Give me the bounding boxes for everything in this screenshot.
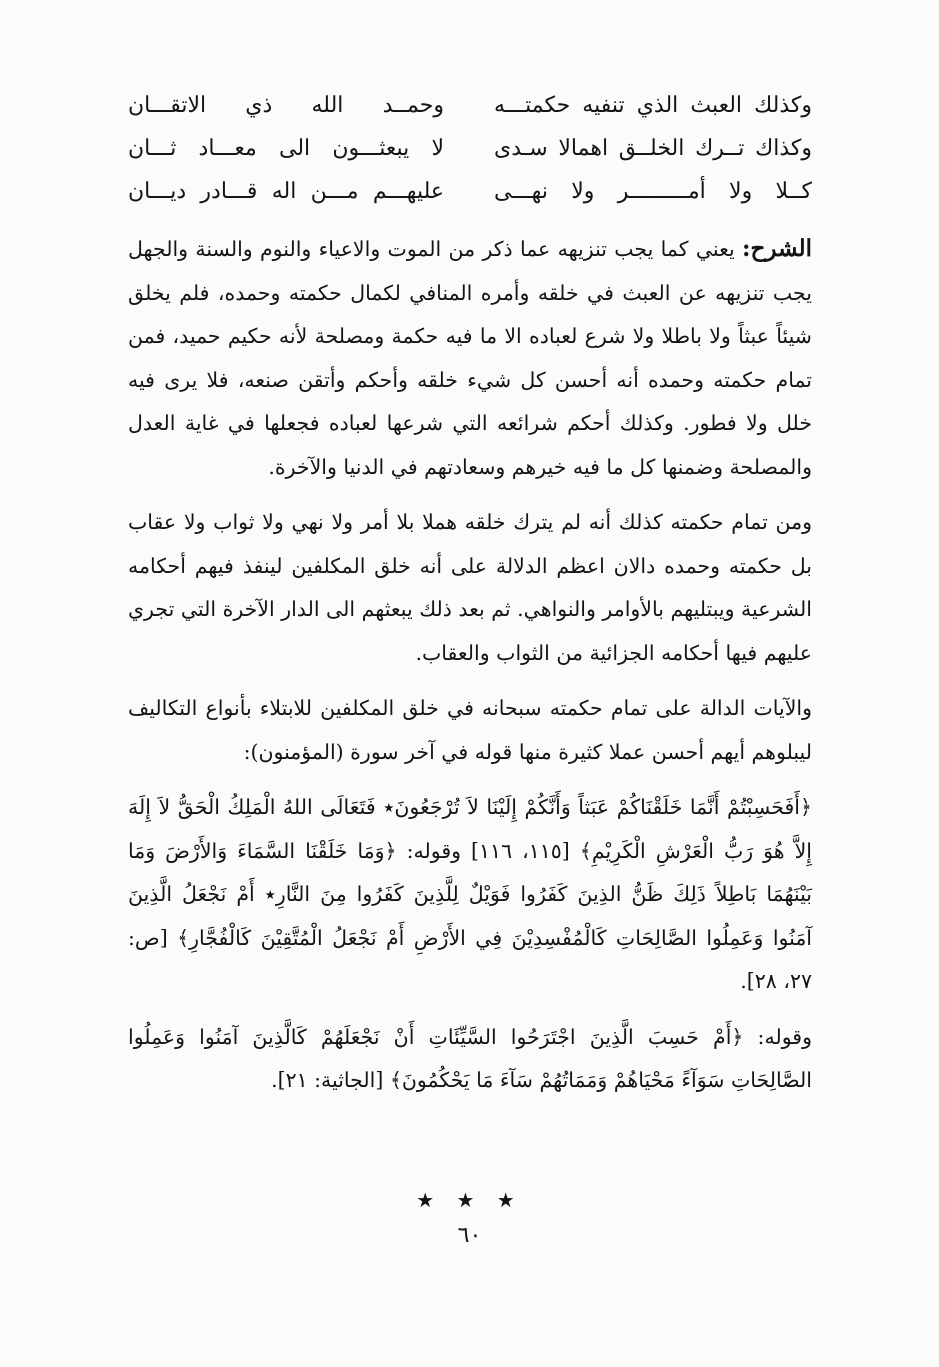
verse-hemistich-first: كــلا ولا أمـــــــــر ولا نهـــى — [494, 179, 812, 204]
verse-hemistich-first: وكذاك تــرك الخلــق اهمالا سـدى — [494, 136, 812, 161]
commentary — [128, 227, 812, 1103]
verse-hemistich-first: وكذلك العبث الذي تنفيه حكمتـــه — [494, 93, 812, 118]
page-body — [128, 84, 812, 1103]
commentary-paragraph-1 — [128, 227, 812, 489]
commentary-paragraph-2: ومن تمام حكمته كذلك أنه لم يترك خلقه هملا بلا أمر ولا نهي ولا ثواب ولا عقاب بل حكمته وحمده دالان اعظم الدلالة على أنه خلق المكلفين لينفذ فيهم أحكامه الشرعية ويبتليهم بالأوامر والنواهي. ثم بعد ذلك يبعثهم الى الدار الآخرة التي تجري عليهم فيها أحكامه الجزائية من الثواب والعقاب. — [128, 510, 812, 665]
commentary-text-1: يعني كما يجب تنزيهه عما ذكر من الموت والاعياء والنوم والسنة والجهل يجب تنزيهه عن العبث في خلقه وأمره المنافي لكمال حكمته وحمده، فلم يخلق شيئاً عبثاً ولا باطلا ولا شرع لعباده الا ما فيه حكمة ومصلحة لأنه حكيم حميد، فمن تمام حكمته وحمده أنه أحسن كل شيء خلقه وأحكم وأتقن صنعه، فلا يرى فيه خلل ولا فطور. وكذلك أحكم شرائعه التي شرعها لعباده فجعلها في غاية العدل والمصلحة وضمنها كل ما فيه خيرهم وسعادتهم في الدنيا والآخرة. — [128, 237, 812, 479]
commentary-heading: الشرح: — [742, 235, 812, 262]
verse-hemistich-second: عليهـــم مـــن اله قـــادر ديـــان — [128, 179, 444, 204]
page-number: ٦٠ — [457, 1223, 482, 1248]
verse-line-1 — [128, 84, 812, 127]
section-separator: ★ ★ ★ — [416, 1188, 523, 1212]
verse-hemistich-second: لا يبعثـــون الى معـــاد ثـــان — [128, 136, 444, 161]
quran-quote-2: وقوله: ﴿أَمْ حَسِبَ الَّذِينَ اجْتَرَحُوا السَّيِّئَاتِ أَنْ نَجْعَلَهُمْ كَالَّذِينَ آمَنُوا وَعَمِلُوا الصَّالِحَاتِ سَوَآءً مَحْيَاهُمْ وَمَمَاتُهُمْ سَآءَ مَا يَحْكُمُونَ﴾ [الجاثية: ٢١]. — [128, 1024, 812, 1092]
verse-hemistich-second: وحمــد الله ذي الاتقـــان — [128, 93, 444, 118]
quran-quote-1: ﴿أَفَحَسِبْتُمْ أَنَّمَا خَلَقْنَاكُمْ عَبَثاً وَأَنَّكُمْ إِلَيْنَا لاَ تُرْجَعُونَ٭ فَتَعَالَى اللهُ الْمَلِكُ الْحَقُّ لاَ إِلَهَ إِلاَّ هُوَ رَبُّ الْعَرْشِ الْكَرِيْمِ﴾ [١١٥، ١١٦] وقوله: ﴿وَمَا خَلَقْنَا السَّمَاءَ وَالأَرْضَ وَمَا بَيْنَهُمَا بَاطِلاً ذَلِكَ ظَنُّ الذِينَ كَفَرُوا فَوَيْلٌ لِلَّذِينَ كَفَرُوا مِنَ النَّارِ٭ أَمْ نَجْعَلُ الَّذِينَ آمَنُوا وَعَمِلُوا الصَّالِحَاتِ كَالْمُفْسِدِيْنَ فِي الأَرْضِ أَمْ نَجْعَلُ الْمُتَّقِيْنَ كَالْفُجَّارِ﴾ [ص: ٢٧، ٢٨]. — [128, 795, 812, 993]
commentary-paragraph-3: والآيات الدالة على تمام حكمته سبحانه في خلق المكلفين للابتلاء بأنواع التكاليف ليبلوهم أيهم أحسن عملا كثيرة منها قوله في آخر سورة (المؤمنون): — [128, 696, 812, 764]
verse-line-2 — [128, 127, 812, 170]
poem-verses — [128, 84, 812, 213]
verse-line-3 — [128, 170, 812, 213]
